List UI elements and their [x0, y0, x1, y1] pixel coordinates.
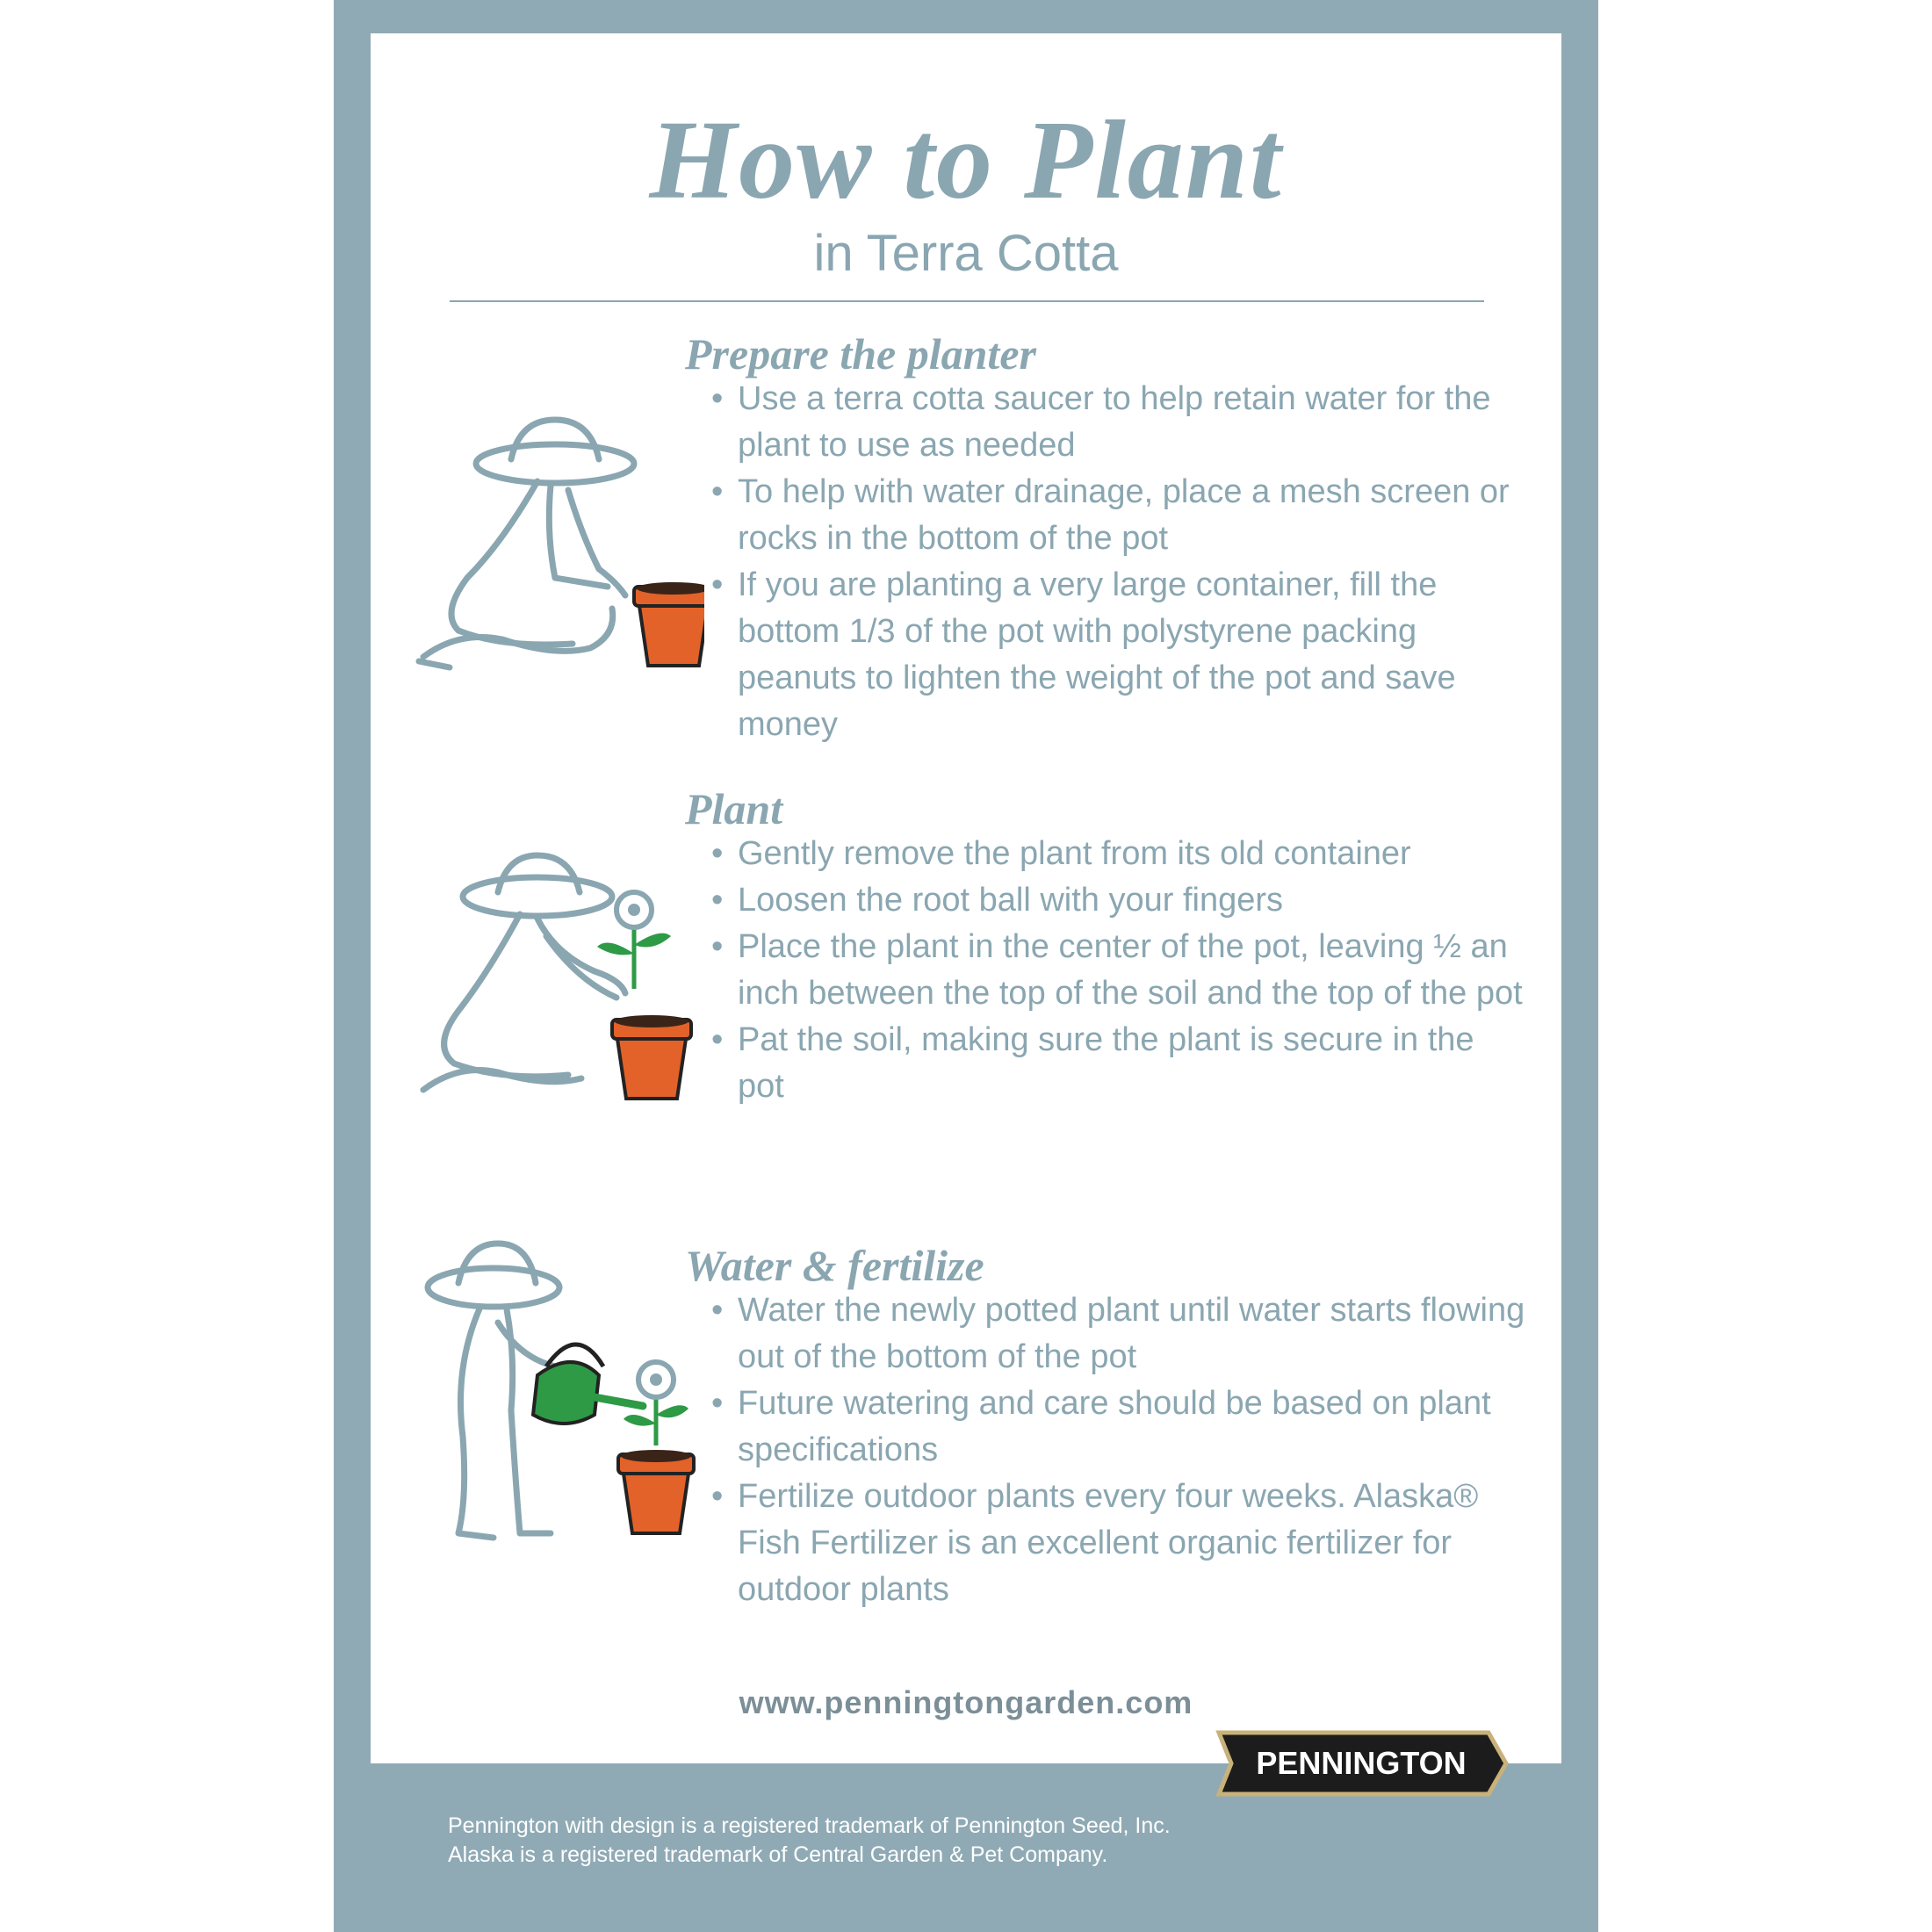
terra-cotta-pot-icon [634, 582, 704, 666]
terra-cotta-pot-icon [618, 1450, 694, 1533]
section-title: Water & fertilize [685, 1241, 984, 1290]
list-item: • Loosen the root ball with your fingers [738, 877, 1528, 924]
section-title: Plant [685, 784, 783, 833]
bullet-list [738, 831, 1528, 1110]
list-item: • Future watering and care should be based on plant specifications [738, 1381, 1528, 1474]
page-title: How to Plant [649, 97, 1283, 222]
bullet-list [738, 1287, 1528, 1613]
website-link[interactable]: www.penningtongarden.com [739, 1684, 1193, 1720]
page-subtitle: in Terra Cotta [813, 225, 1119, 282]
list-item: • Fertilize outdoor plants every four weeks. Alaska® Fish Fertilizer is an excellent organic fertilizer for outdoor plants [738, 1474, 1528, 1613]
list-item: • Water the newly potted plant until water starts flowing out of the bottom of the pot [738, 1287, 1528, 1381]
instruction-card [334, 0, 1598, 1932]
list-item: • Use a terra cotta saucer to help retain water for the plant to use as needed [738, 376, 1528, 469]
trademark-footer [448, 1812, 1171, 1870]
bullet-list [738, 376, 1528, 748]
svg-text:PENNINGTON: PENNINGTON [1256, 1745, 1467, 1781]
planting-gardener-illustration [406, 848, 704, 1129]
list-item: • Pat the soil, making sure the plant is secure in the pot [738, 1017, 1528, 1110]
content-panel [371, 33, 1561, 1763]
section-title: Prepare the planter [685, 329, 1036, 378]
title-divider [450, 300, 1484, 302]
list-item: • To help with water drainage, place a mesh screen or rocks in the bottom of the pot [738, 469, 1528, 562]
footer-line: Pennington with design is a registered trademark of Pennington Seed, Inc. [448, 1813, 1171, 1838]
list-item: • Place the plant in the center of the pot, leaving ½ an inch between the top of the soil and the top of the pot [738, 924, 1528, 1017]
watering-can-icon [533, 1344, 643, 1424]
list-item: • Gently remove the plant from its old container [738, 831, 1528, 877]
terra-cotta-pot-icon [612, 1015, 691, 1099]
kneeling-gardener-pot-illustration [406, 411, 704, 692]
footer-line: Alaska is a registered trademark of Central Garden & Pet Company. [448, 1842, 1108, 1867]
list-item: • If you are planting a very large container, fill the bottom 1/3 of the pot with polystyrene packing peanuts to lighten the weight of the pot and save money [738, 562, 1528, 748]
pennington-logo [1212, 1724, 1510, 1803]
watering-gardener-illustration [423, 1235, 722, 1568]
